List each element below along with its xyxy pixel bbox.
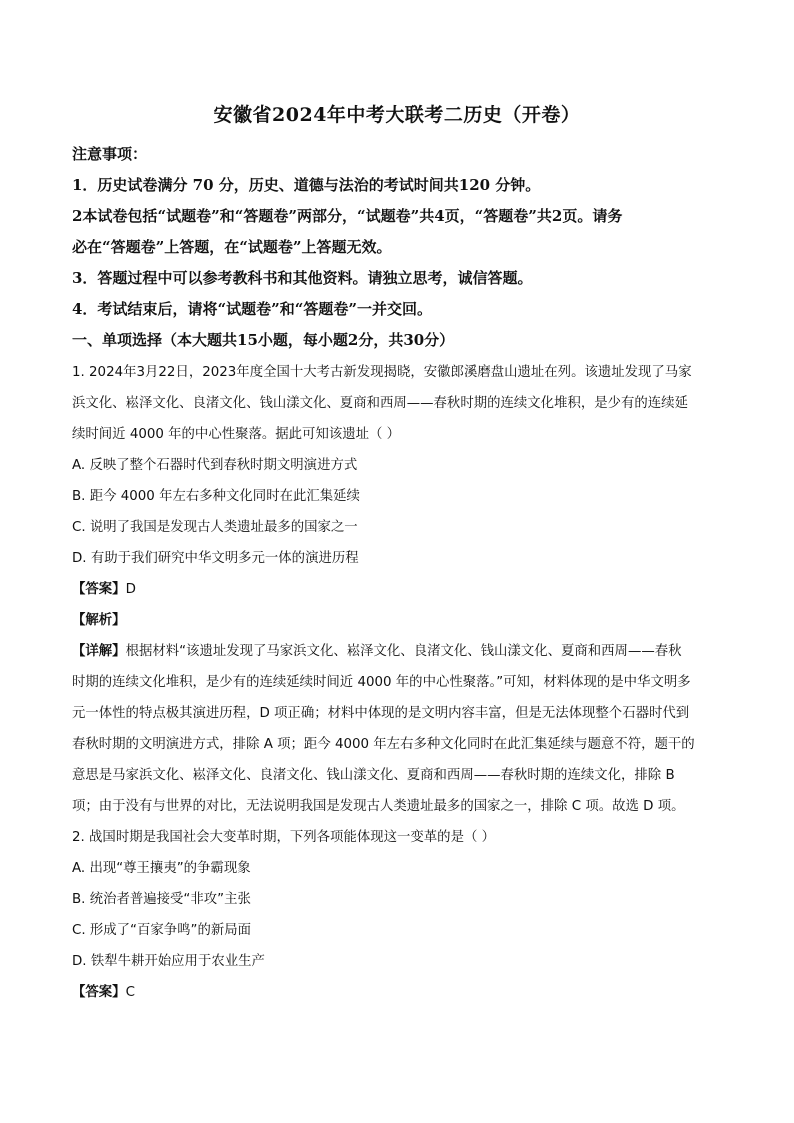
q1-detail-line-5: 意思是马家浜文化、崧泽文化、良渚文化、钱山漾文化、夏商和西周——春秋时期的连续文化，排除 B — [72, 768, 675, 783]
q1-detail-line-3: 元一体性的特点极其演进历程，D 项正确；材料中体现的是文明内容丰富，但是无法体现整个石器时代到 — [72, 706, 690, 721]
q1-stem-line-3: 续时间近 4000 年的中心性聚落。据此可知该遗址（ ） — [72, 427, 401, 442]
q1-detail-line-6: 项；由于没有与世界的对比，无法说明我国是发现古人类遗址最多的国家之一，排除 C 项。故选 D 项。 — [72, 799, 685, 814]
notice-item-2-cont: 必在“答题卷”上答题，在“试题卷”上答题无效。 — [72, 238, 392, 256]
q1-answer — [72, 578, 136, 597]
q2-option-a: A. 出现“尊王攘夷”的争霸现象 — [72, 861, 251, 876]
detail-tag: 【详解】 — [72, 644, 126, 659]
q1-detail-line-4: 春秋时期的文明演进方式，排除 A 项；距今 4000 年左右多种文化同时在此汇集延续与题意不符，题干的 — [72, 737, 695, 752]
q1-option-a: A. 反映了整个石器时代到春秋时期文明演进方式 — [72, 458, 358, 473]
notice-heading: 注意事项： — [72, 145, 148, 163]
section-heading: 一、单项选择（本大题共15小题，每小题2分，共30分） — [72, 331, 455, 349]
answer-tag: 【答案】 — [72, 985, 126, 1000]
q1-stem-line-2: 浜文化、崧泽文化、良渚文化、钱山漾文化、夏商和西周——春秋时期的连续文化堆积，是少有的连续延 — [72, 396, 688, 411]
detail-text: 根据材料“该遗址发现了马家浜文化、崧泽文化、良渚文化、钱山漾文化、夏商和西周——春秋 — [125, 644, 682, 659]
q1-detail-line-2: 时期的连续文化堆积，是少有的连续延续时间近 4000 年的中心性聚落。”可知，材料体现的是中华文明多 — [72, 675, 691, 690]
q2-option-b: B. 统治者普遍接受“非攻”主张 — [72, 892, 251, 907]
answer-tag: 【答案】 — [72, 582, 126, 597]
q1-option-c: C. 说明了我国是发现古人类遗址最多的国家之一 — [72, 520, 358, 535]
notice-item-2: 2本试卷包括“试题卷”和“答题卷”两部分，“试题卷”共4页，“答题卷”共2页。请务 — [72, 207, 623, 225]
answer-value: D — [125, 582, 136, 597]
q2-option-d: D. 铁犁牛耕开始应用于农业生产 — [72, 954, 265, 969]
q1-option-b: B. 距今 4000 年左右多种文化同时在此汇集延续 — [72, 489, 360, 504]
q1-stem-line-1: 1. 2024年3月22日，2023年度全国十大考古新发现揭晓，安徽郎溪磨盘山遗址在列。该遗址发现了马家 — [72, 365, 692, 380]
analysis-tag: 【解析】 — [72, 613, 126, 628]
notice-item-3: 3．答题过程中可以参考教科书和其他资料。请独立思考，诚信答题。 — [72, 269, 533, 287]
q2-stem: 2. 战国时期是我国社会大变革时期，下列各项能体现这一变革的是（ ） — [72, 830, 496, 845]
q1-analysis-tag — [72, 609, 126, 628]
notice-item-1: 1．历史试卷满分 70 分，历史、道德与法治的考试时间共120 分钟。 — [72, 176, 541, 194]
notice-item-4: 4．考试结束后，请将“试题卷”和“答题卷”一并交回。 — [72, 300, 432, 318]
q2-option-c: C. 形成了“百家争鸣”的新局面 — [72, 923, 252, 938]
q1-detail-line-1 — [72, 640, 682, 659]
answer-value: C — [125, 985, 135, 1000]
q1-option-d: D. 有助于我们研究中华文明多元一体的演进历程 — [72, 551, 359, 566]
q2-answer — [72, 981, 135, 1000]
page-title: 安徽省2024年中考大联考二历史（开卷） — [213, 104, 581, 126]
